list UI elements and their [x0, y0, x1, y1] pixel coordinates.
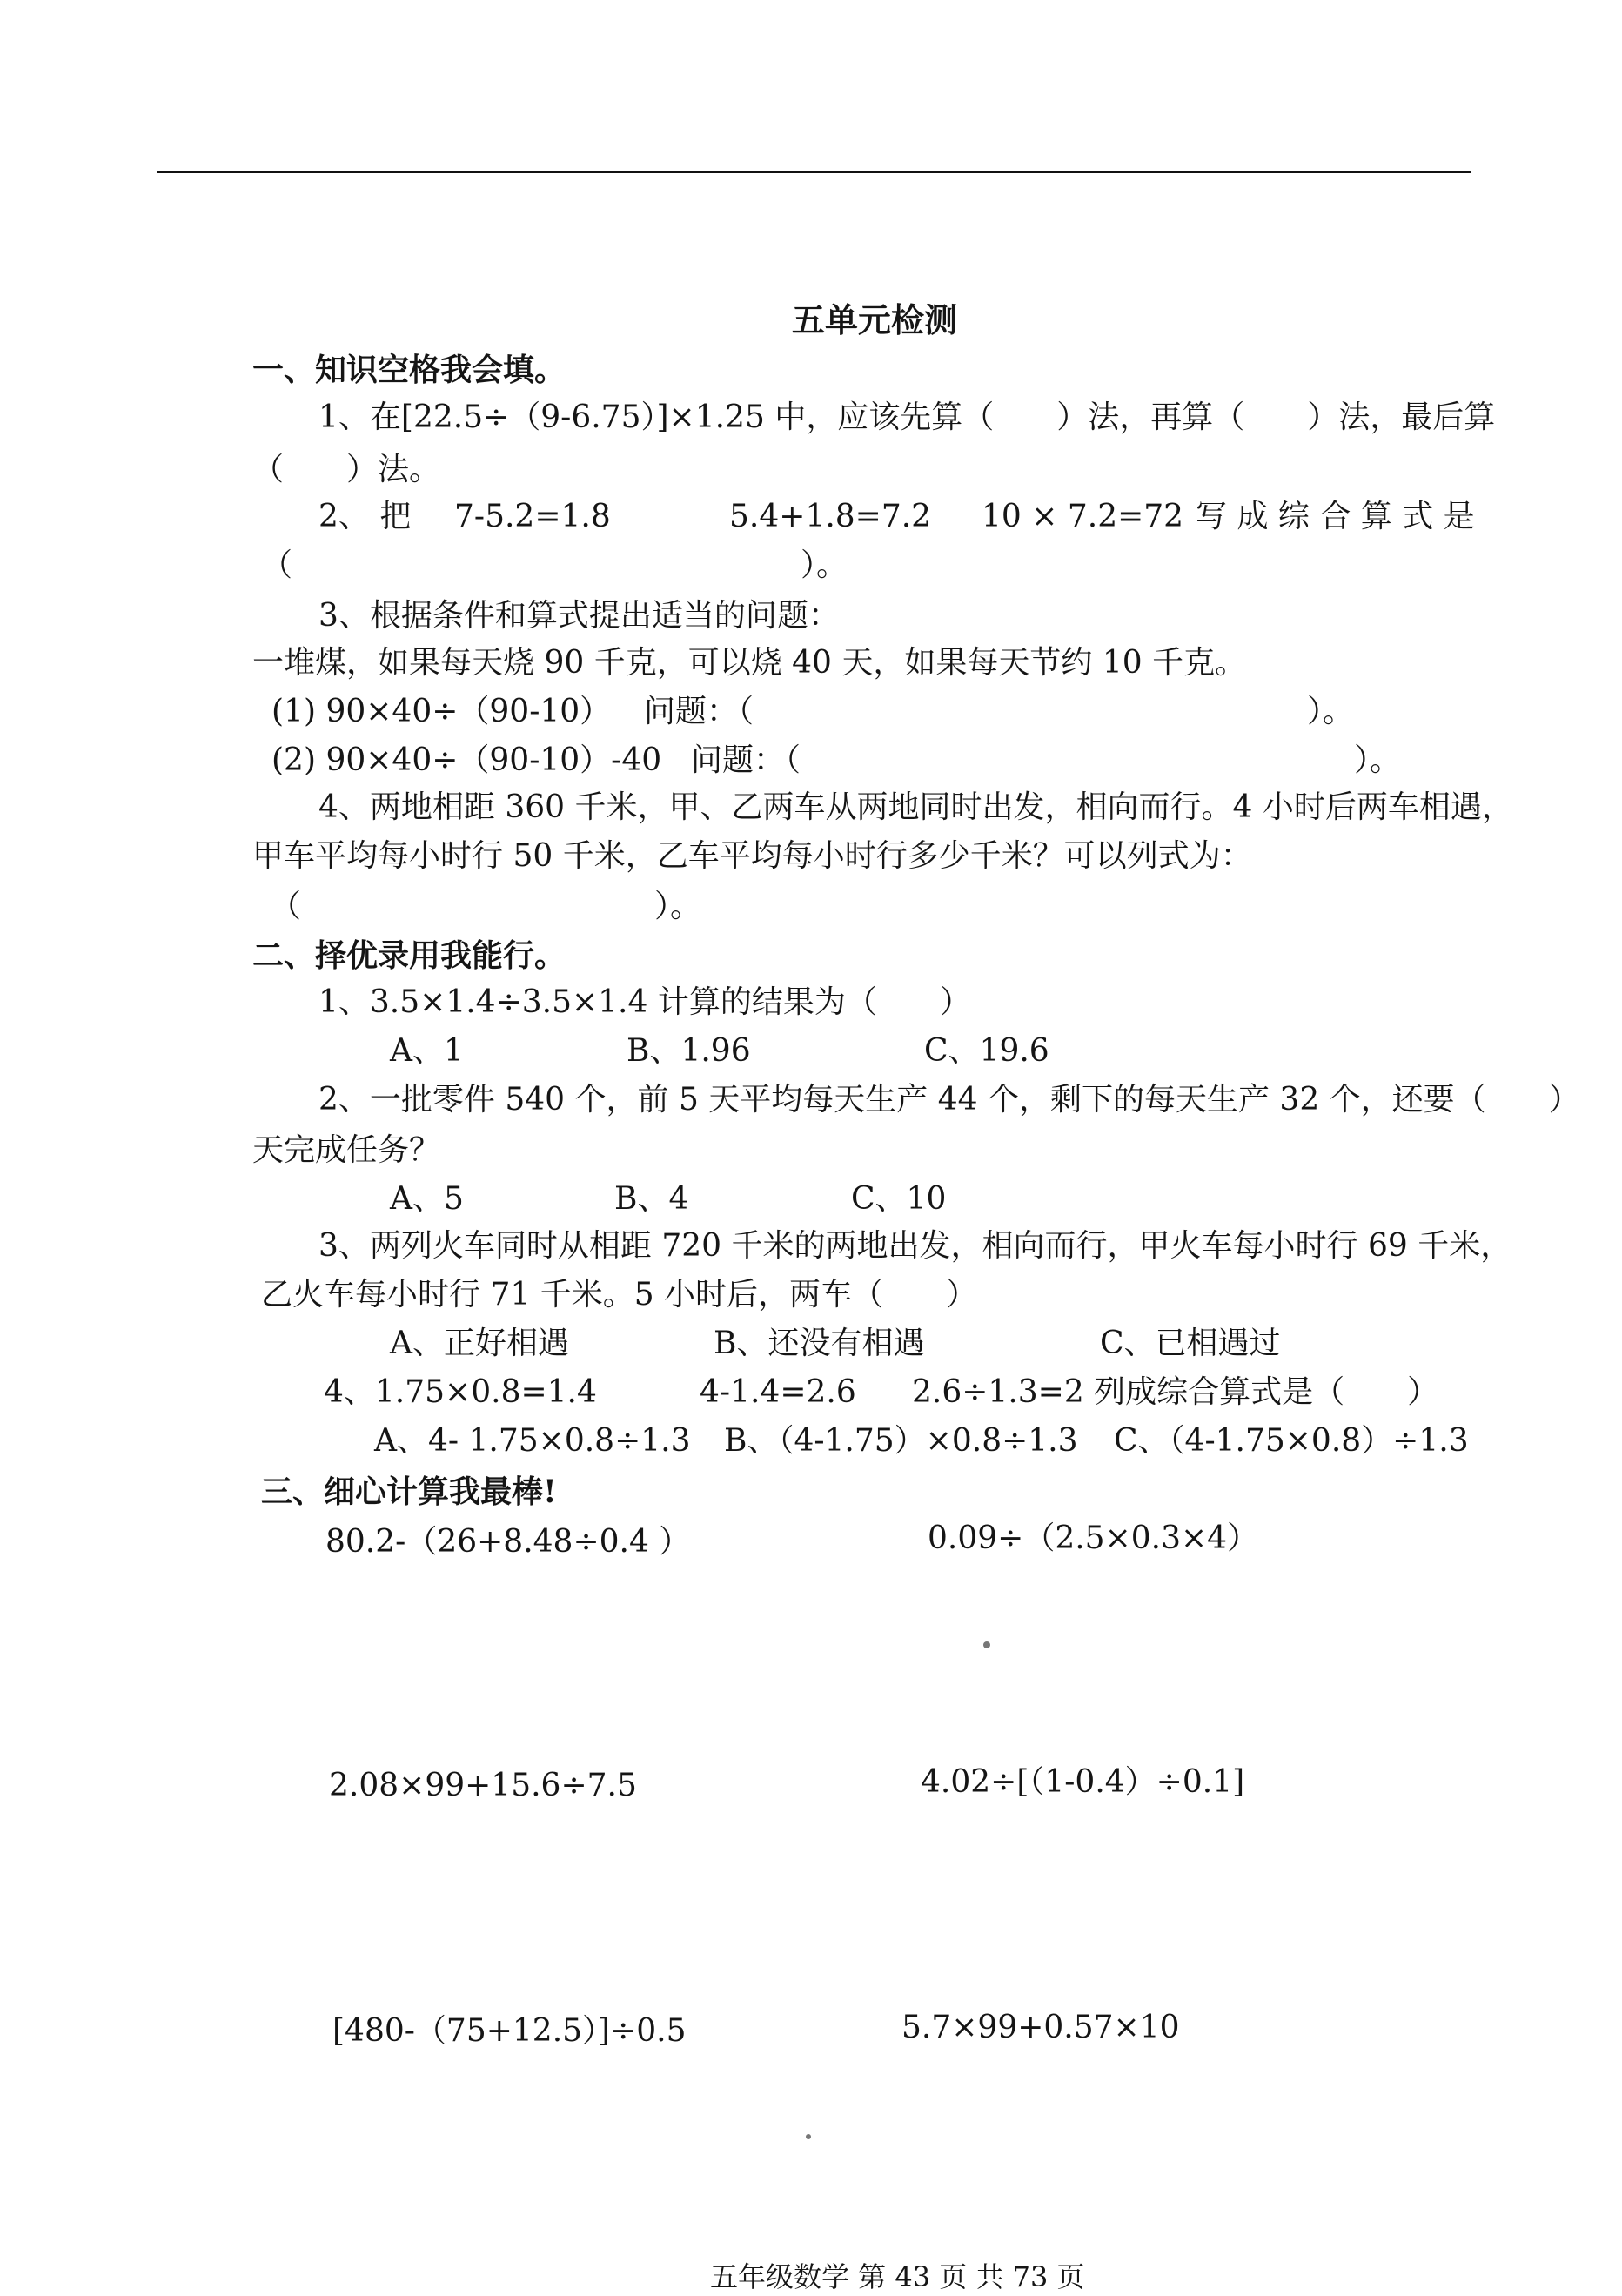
s2-q4-option-c: C、（4-1.75×0.8）÷1.3	[1114, 1423, 1469, 1459]
s1-q4-line2: 甲车平均每小时行 50 千米，乙车平均每小时行多少千米？可以列式为：	[252, 838, 1252, 874]
calc-problem: 2.08×99+15.6÷7.5	[329, 1768, 637, 1803]
s1-q1-line1: 1、在[22.5÷（9-6.75）]×1.25 中，应该先算（ ）法，再算（ ）法，最后算	[318, 399, 1496, 435]
page-title: 五单元检测	[792, 300, 958, 339]
s1-q2-eq3: 10 × 7.2=72	[982, 499, 1184, 534]
s2-q1-option-c: C、19.6	[924, 1033, 1049, 1069]
s2-q3-option-a: A、正好相遇	[390, 1326, 569, 1361]
s1-q3-1-close: ）。	[1307, 694, 1355, 729]
s1-q4-open: （	[270, 889, 302, 924]
s1-q2-eq2: 5.4+1.8=7.2	[729, 499, 932, 534]
s2-q2-line1: 2、一批零件 540 个，前 5 天平均每天生产 44 个，剩下的每天生产 32 个，还要（ ）	[318, 1082, 1580, 1118]
s1-q4-line1: 4、两地相距 360 千米，甲、乙两车从两地同时出发，相向而行。4 小时后两车相遇，	[318, 789, 1513, 825]
s2-q1-stem: 1、3.5×1.4÷3.5×1.4 计算的结果为（ ）	[318, 984, 971, 1020]
s2-q1-option-b: B、1.96	[627, 1033, 751, 1069]
header-rule	[157, 171, 1471, 173]
s1-q2-eq1: 7-5.2=1.8	[454, 499, 611, 534]
calc-problem: 80.2-（26+8.48÷0.4 ）	[325, 1524, 691, 1560]
s1-q3-1-label: 问题：（	[644, 694, 754, 729]
s2-q4-option-a: A、4- 1.75×0.8÷1.3	[374, 1423, 691, 1459]
s1-q3-1-expr: (1) 90×40÷（90-10）	[271, 694, 612, 729]
s1-q3-2-expr: (2) 90×40÷（90-10）-40	[271, 742, 662, 778]
s1-q2-close: ）。	[801, 547, 848, 583]
s2-q2-option-b: B、4	[614, 1181, 689, 1217]
page-footer: 五年级数学 第 43 页 共 73 页	[710, 2260, 1085, 2293]
s1-q3-2-label: 问题：（	[691, 742, 801, 778]
s2-q4-option-b: B、（4-1.75）×0.8÷1.3	[724, 1423, 1078, 1459]
calc-problem: 5.7×99+0.57×10	[901, 2010, 1180, 2045]
section-2-heading: 二、择优录用我能行。	[252, 937, 566, 974]
s1-q3-2-close: ）。	[1354, 742, 1402, 778]
s2-q3-line1: 3、两列火车同时从相距 720 千米的两地出发，相向而行，甲火车每小时行 69 千米，	[318, 1228, 1512, 1264]
s1-q3-context: 一堆煤，如果每天烧 90 千克，可以烧 40 天，如果每天节约 10 千克。	[252, 645, 1247, 681]
s1-q1-line2: （ ）法。	[252, 452, 441, 487]
s2-q3-option-b: B、还没有相遇	[714, 1326, 925, 1361]
calc-problem: 4.02÷[（1-0.4）÷0.1]	[921, 1764, 1245, 1800]
section-3-heading: 三、细心计算我最棒!	[261, 1474, 557, 1510]
s2-q4-eq2: 4-1.4=2.6	[700, 1374, 856, 1410]
s2-q2-option-a: A、5	[390, 1181, 464, 1217]
calc-problem: 0.09÷（2.5×0.3×4）	[928, 1521, 1259, 1556]
s2-q4-eq3: 2.6÷1.3=2 列成综合算式是（ ）	[912, 1374, 1439, 1410]
section-1-heading: 一、知识空格我会填。	[252, 352, 566, 388]
scan-speck	[806, 2134, 811, 2139]
s1-q3-stem: 3、根据条件和算式提出适当的问题：	[318, 598, 840, 634]
s2-q1-option-a: A、1	[390, 1033, 464, 1069]
s2-q3-line2: 乙火车每小时行 71 千米。5 小时后，两车（ ）	[261, 1277, 978, 1312]
scan-speck	[983, 1641, 990, 1648]
s1-q2-open: （	[261, 547, 293, 583]
s1-q2-tail: 写 成 综 合 算 式 是	[1196, 499, 1475, 534]
s1-q2-label: 2、 把	[318, 499, 412, 534]
s2-q2-line2: 天完成任务？	[252, 1132, 441, 1168]
calc-problem: [480-（75+12.5）]÷0.5	[332, 2013, 687, 2049]
s1-q4-close: ）。	[654, 889, 702, 924]
s2-q2-option-c: C、10	[851, 1181, 947, 1217]
s2-q4-label: 4、1.75×0.8=1.4	[324, 1374, 597, 1410]
s2-q3-option-c: C、已相遇过	[1100, 1326, 1281, 1361]
